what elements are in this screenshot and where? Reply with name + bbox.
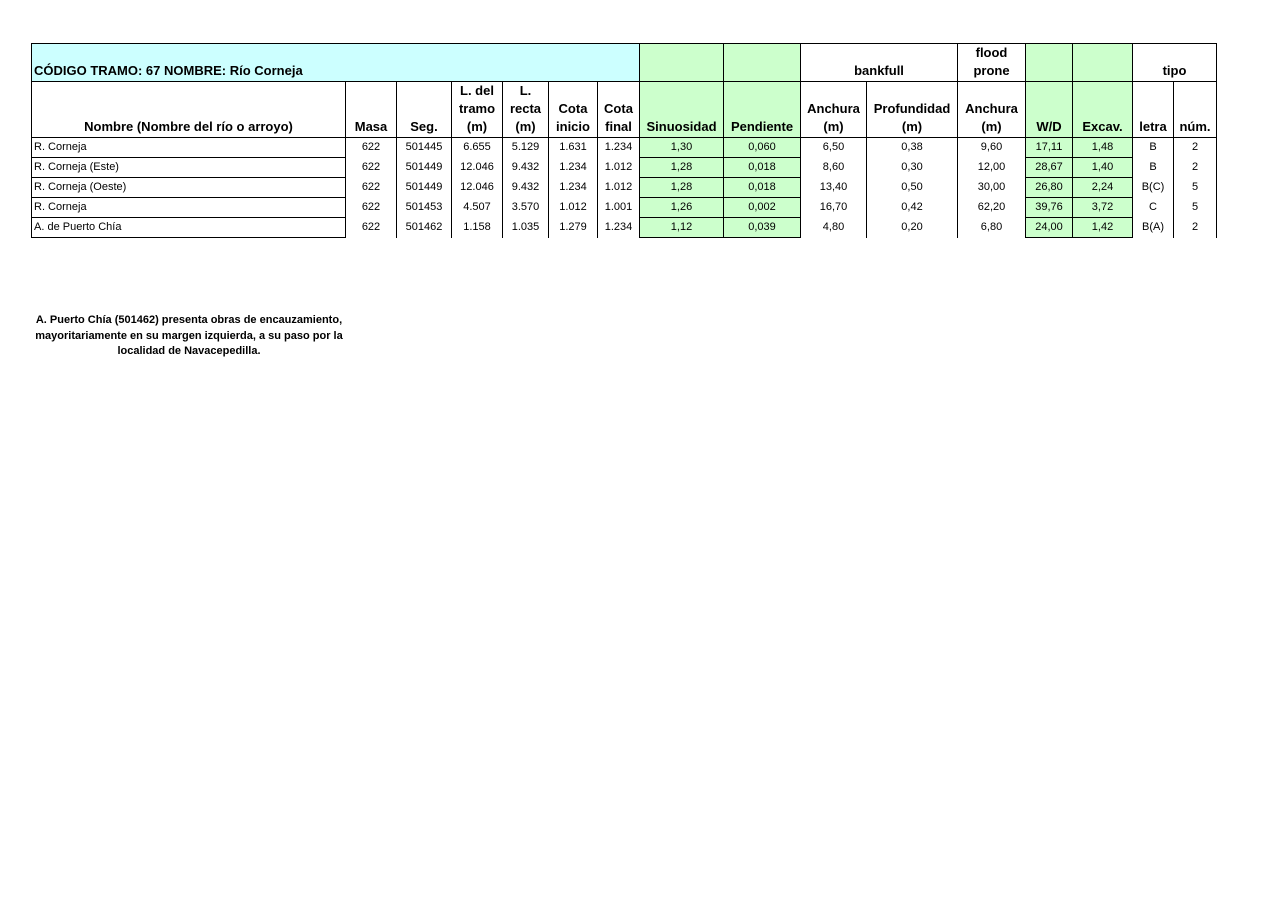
cell-bankfull-profundidad: 0,38	[867, 138, 958, 158]
col-header-line: (m)	[823, 119, 844, 134]
header-prone-line: prone	[973, 63, 1010, 78]
cell-pendiente: 0,018	[724, 178, 801, 198]
cell-sinuosidad: 1,30	[640, 138, 724, 158]
cell-wd: 28,67	[1026, 158, 1073, 178]
cell-nombre: R. Corneja	[32, 138, 346, 158]
col-header-nombre	[32, 82, 346, 138]
header-row-groups	[32, 44, 1217, 82]
col-header-line: letra	[1139, 119, 1167, 134]
cell-bankfull-anchura: 6,50	[801, 138, 867, 158]
cell-flood-anchura: 62,20	[958, 198, 1026, 218]
footnote: A. Puerto Chía (501462) presenta obras de encauzamiento, mayoritariamente en su margen izquierda, a su paso por la localidad de Navacepedilla.	[35, 314, 343, 357]
cell-cota-inicio: 1.631	[549, 138, 598, 158]
col-header-tipo-letra	[1133, 82, 1174, 138]
cell-cota-inicio: 1.234	[549, 178, 598, 198]
cell-cota-final: 1.012	[598, 158, 640, 178]
cell-cota-final: 1.234	[598, 138, 640, 158]
col-header-excav	[1073, 82, 1133, 138]
table-row	[32, 138, 1217, 158]
cell-cota-inicio: 1.279	[549, 218, 598, 238]
cell-sinuosidad: 1,12	[640, 218, 724, 238]
col-header-flood-anchura	[958, 82, 1026, 138]
col-header-line: (m)	[515, 119, 536, 134]
col-header-line: Anchura	[965, 101, 1018, 116]
table-row	[32, 158, 1217, 178]
cell-tipo-num: 2	[1174, 158, 1217, 178]
cell-excav: 1,40	[1073, 158, 1133, 178]
header-group-blank	[724, 44, 801, 82]
cell-seg: 501449	[397, 158, 452, 178]
cell-sinuosidad: 1,26	[640, 198, 724, 218]
header-group-blank	[640, 44, 724, 82]
cell-nombre: R. Corneja (Este)	[32, 158, 346, 178]
table-row	[32, 178, 1217, 198]
cell-l-recta: 3.570	[503, 198, 549, 218]
col-header-masa	[346, 82, 397, 138]
cell-tipo-letra: B(C)	[1133, 178, 1174, 198]
cell-pendiente: 0,018	[724, 158, 801, 178]
cell-tipo-num: 2	[1174, 218, 1217, 238]
cell-pendiente: 0,039	[724, 218, 801, 238]
col-header-pendiente	[724, 82, 801, 138]
col-header-line: (m)	[466, 119, 488, 134]
cell-masa: 622	[346, 138, 397, 158]
col-header-line: (m)	[981, 119, 1002, 134]
cell-cota-inicio: 1.234	[549, 158, 598, 178]
cell-bankfull-anchura: 13,40	[801, 178, 867, 198]
header-group-bankfull: bankfull	[801, 44, 958, 82]
cell-bankfull-profundidad: 0,20	[867, 218, 958, 238]
cell-tipo-letra: B(A)	[1133, 218, 1174, 238]
col-header-line: L.	[519, 83, 532, 98]
col-header-line: tramo	[458, 101, 496, 116]
cell-tipo-num: 5	[1174, 198, 1217, 218]
col-header-line: L. del	[460, 83, 494, 98]
col-header-bankfull-anchura	[801, 82, 867, 138]
cell-bankfull-anchura: 4,80	[801, 218, 867, 238]
cell-l-recta: 1.035	[503, 218, 549, 238]
cell-seg: 501462	[397, 218, 452, 238]
cell-masa: 622	[346, 198, 397, 218]
header-flood-line: flood	[975, 45, 1008, 60]
cell-l-tramo: 6.655	[452, 138, 503, 158]
cell-cota-inicio: 1.012	[549, 198, 598, 218]
cell-seg: 501445	[397, 138, 452, 158]
cell-wd: 39,76	[1026, 198, 1073, 218]
cell-wd: 17,11	[1026, 138, 1073, 158]
cell-nombre: R. Corneja (Oeste)	[32, 178, 346, 198]
cell-wd: 24,00	[1026, 218, 1073, 238]
col-header-line: Cota	[604, 101, 633, 116]
cell-pendiente: 0,060	[724, 138, 801, 158]
col-header-wd	[1026, 82, 1073, 138]
col-header-line: Pendiente	[730, 119, 794, 134]
cell-wd: 26,80	[1026, 178, 1073, 198]
col-header-line: inicio	[556, 119, 590, 134]
cell-tipo-letra: B	[1133, 158, 1174, 178]
header-row-columns	[32, 82, 1217, 138]
cell-seg: 501453	[397, 198, 452, 218]
col-header-line: Excav.	[1082, 119, 1123, 134]
col-header-seg	[397, 82, 452, 138]
cell-tipo-num: 2	[1174, 138, 1217, 158]
cell-tipo-letra: B	[1133, 138, 1174, 158]
cell-masa: 622	[346, 178, 397, 198]
col-header-line: Seg.	[410, 119, 438, 134]
page-title: CÓDIGO TRAMO: 67 NOMBRE: Río Corneja	[32, 44, 640, 82]
table-row	[32, 198, 1217, 218]
col-header-line: Cota	[558, 101, 588, 116]
col-header-bankfull-profundidad	[867, 82, 958, 138]
col-header-line: W/D	[1036, 119, 1062, 134]
table-row	[32, 218, 1217, 238]
cell-excav: 3,72	[1073, 198, 1133, 218]
header-group-blank	[1073, 44, 1133, 82]
cell-flood-anchura: 9,60	[958, 138, 1026, 158]
col-header-cota-final	[598, 82, 640, 138]
cell-nombre: R. Corneja	[32, 198, 346, 218]
col-header-line: núm.	[1179, 119, 1211, 134]
col-header-line: Nombre (Nombre del río o arroyo)	[84, 119, 293, 134]
cell-seg: 501449	[397, 178, 452, 198]
col-header-l-tramo	[452, 82, 503, 138]
cell-pendiente: 0,002	[724, 198, 801, 218]
cell-cota-final: 1.234	[598, 218, 640, 238]
cell-sinuosidad: 1,28	[640, 178, 724, 198]
cell-l-recta: 9.432	[503, 158, 549, 178]
cell-nombre: A. de Puerto Chía	[32, 218, 346, 238]
col-header-line: Anchura	[807, 101, 860, 116]
cell-bankfull-profundidad: 0,42	[867, 198, 958, 218]
cell-l-tramo: 1.158	[452, 218, 503, 238]
cell-sinuosidad: 1,28	[640, 158, 724, 178]
cell-flood-anchura: 6,80	[958, 218, 1026, 238]
cell-masa: 622	[346, 218, 397, 238]
cell-bankfull-profundidad: 0,50	[867, 178, 958, 198]
cell-bankfull-anchura: 16,70	[801, 198, 867, 218]
cell-bankfull-anchura: 8,60	[801, 158, 867, 178]
col-header-line: (m)	[901, 119, 923, 134]
cell-bankfull-profundidad: 0,30	[867, 158, 958, 178]
header-group-tipo: tipo	[1133, 44, 1217, 82]
col-header-line: Profundidad	[873, 101, 951, 116]
cell-masa: 622	[346, 158, 397, 178]
cell-cota-final: 1.012	[598, 178, 640, 198]
col-header-line: Masa	[354, 119, 388, 134]
cell-l-tramo: 4.507	[452, 198, 503, 218]
col-header-sinuosidad	[640, 82, 724, 138]
header-group-flood-prone	[958, 44, 1026, 82]
cell-l-recta: 9.432	[503, 178, 549, 198]
cell-flood-anchura: 12,00	[958, 158, 1026, 178]
cell-excav: 2,24	[1073, 178, 1133, 198]
cell-l-tramo: 12.046	[452, 158, 503, 178]
col-header-line: final	[605, 119, 632, 134]
col-header-line: Sinuosidad	[646, 119, 717, 134]
col-header-l-recta	[503, 82, 549, 138]
cell-l-tramo: 12.046	[452, 178, 503, 198]
tramo-table	[31, 43, 1217, 238]
col-header-tipo-num	[1174, 82, 1217, 138]
cell-tipo-letra: C	[1133, 198, 1174, 218]
cell-flood-anchura: 30,00	[958, 178, 1026, 198]
cell-tipo-num: 5	[1174, 178, 1217, 198]
header-group-blank	[1026, 44, 1073, 82]
col-header-cota-inicio	[549, 82, 598, 138]
cell-excav: 1,42	[1073, 218, 1133, 238]
cell-l-recta: 5.129	[503, 138, 549, 158]
cell-excav: 1,48	[1073, 138, 1133, 158]
col-header-line: recta	[509, 101, 542, 116]
cell-cota-final: 1.001	[598, 198, 640, 218]
